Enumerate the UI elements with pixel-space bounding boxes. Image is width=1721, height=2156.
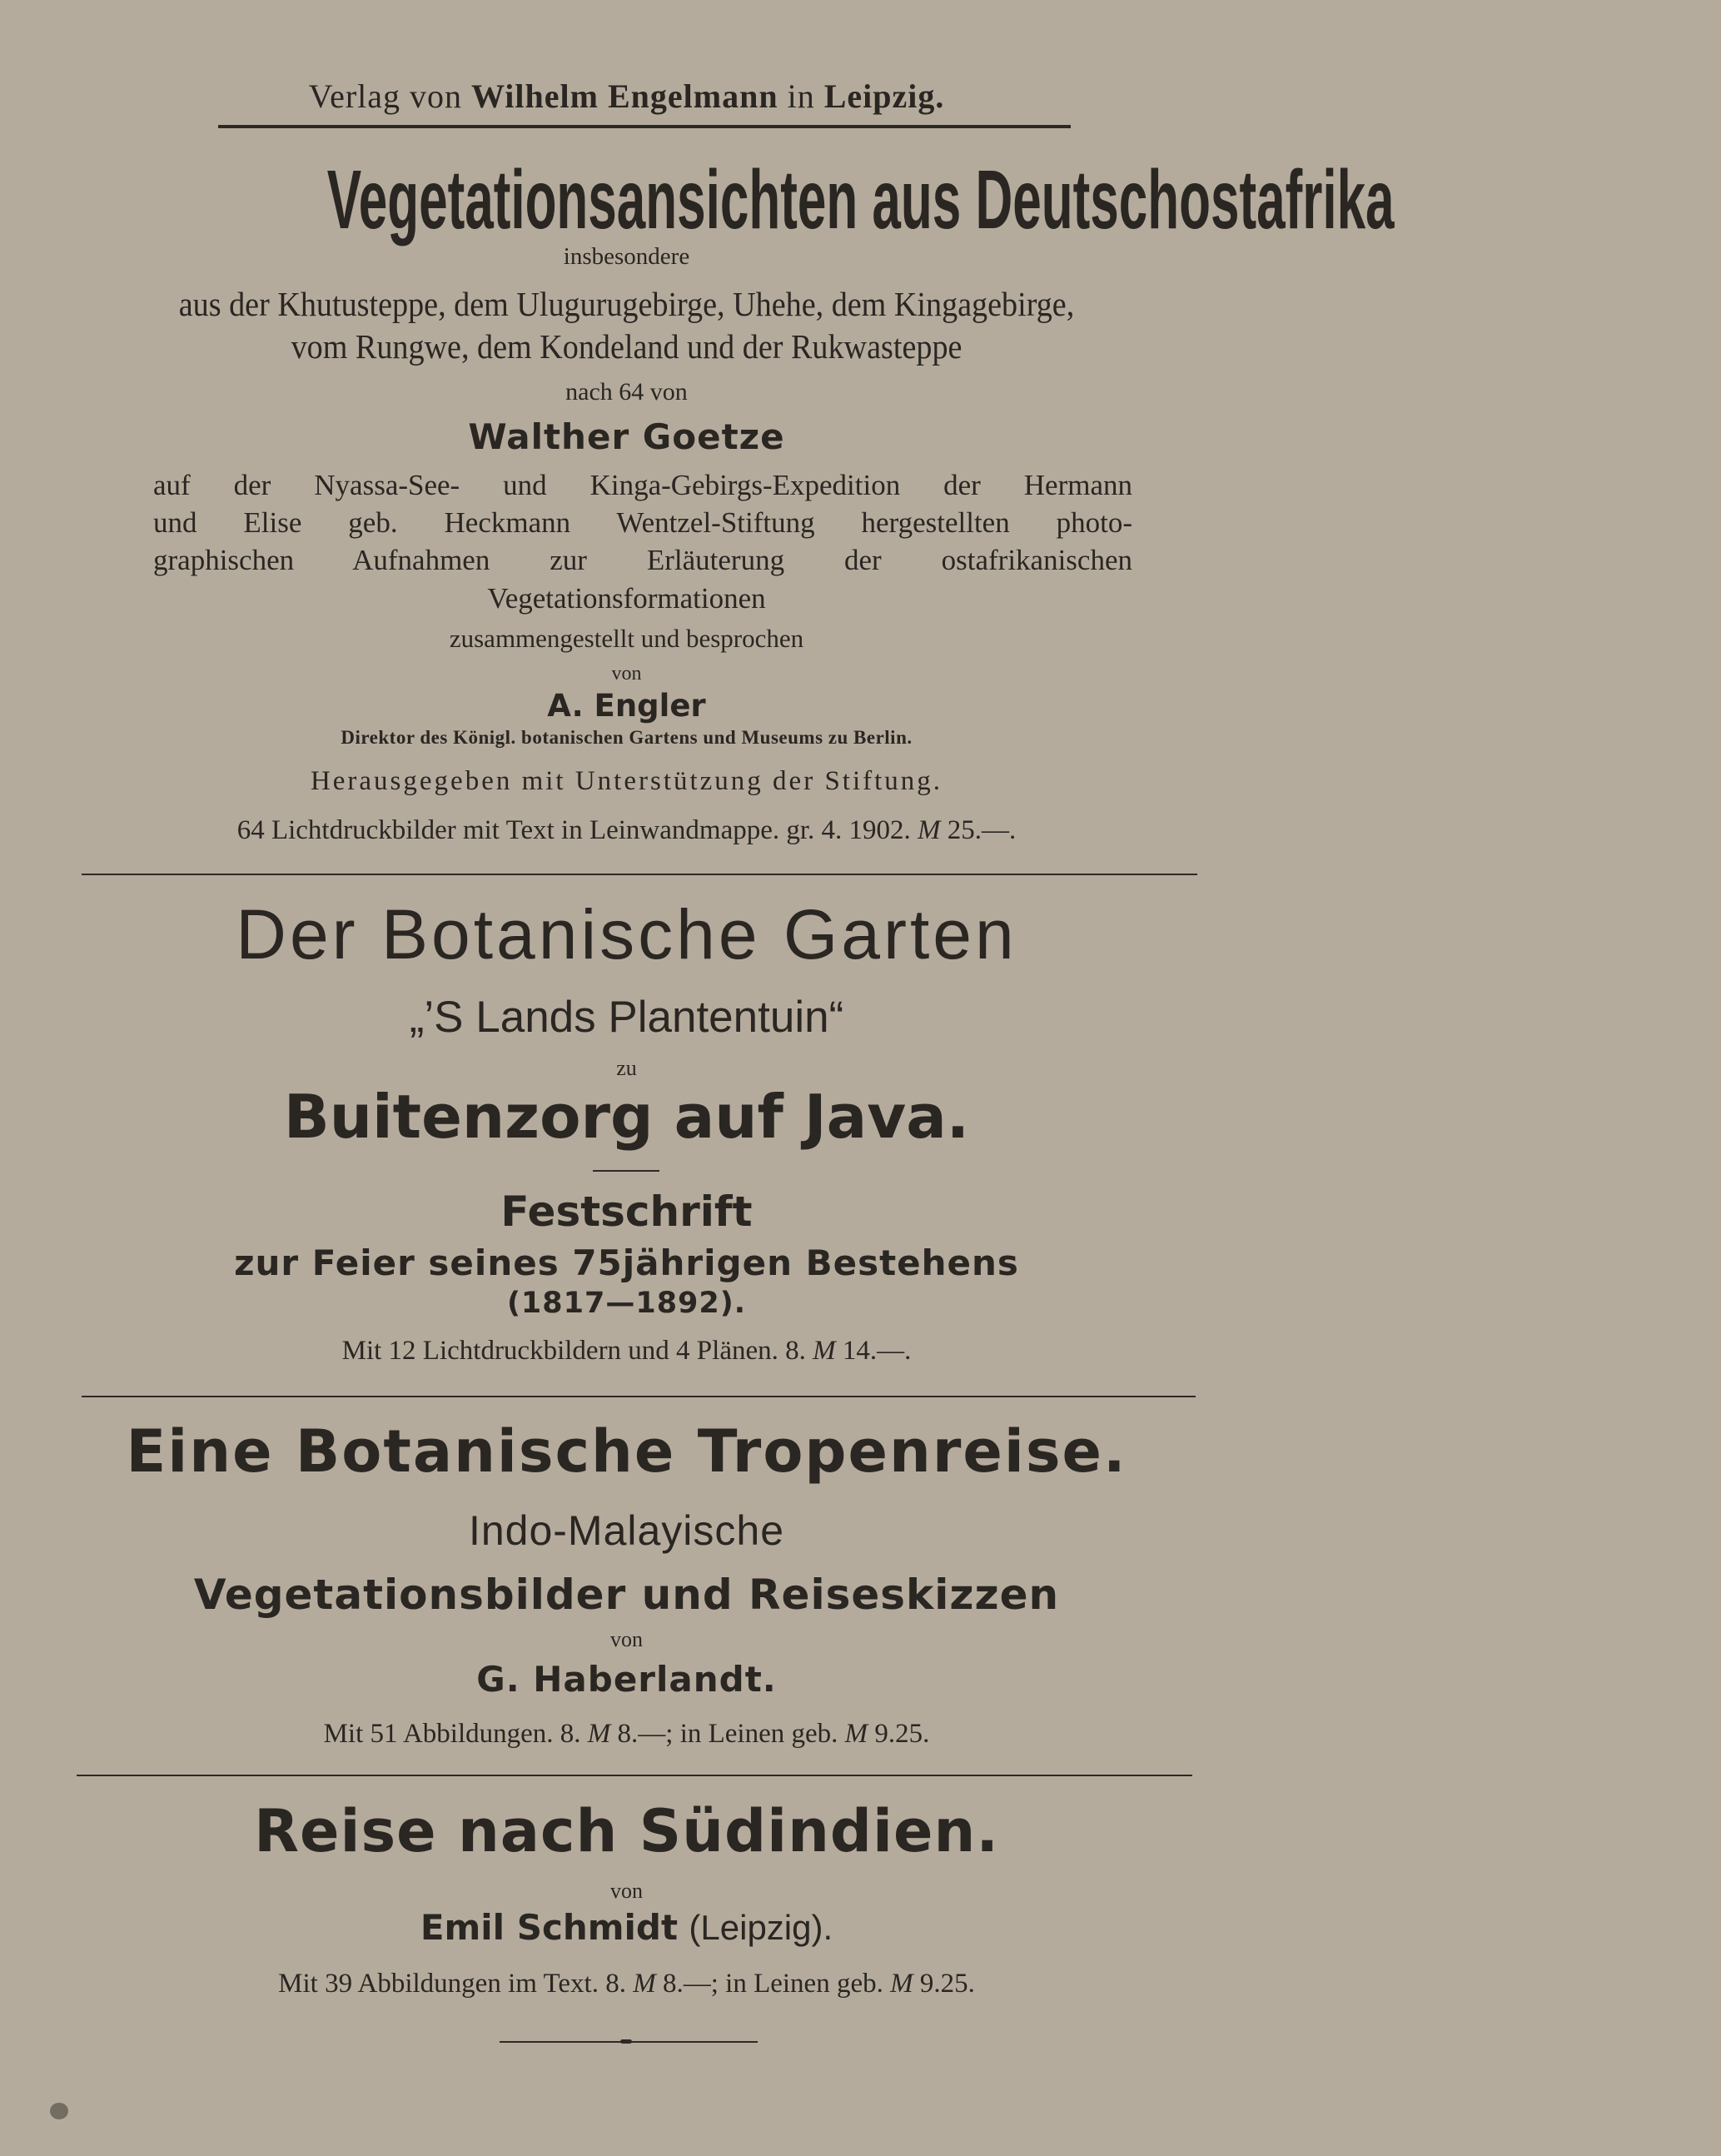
end-rule-dot [620,2039,632,2044]
ad2-zu: zu [616,1056,637,1080]
ad1-title: Vegetationsansichten aus Deutschostafrika [326,153,1395,246]
ad2-subtitle: „’S Lands Plantentuin“ [409,993,844,1042]
paper-spot [50,2103,68,2119]
ad2-price-line [0,1337,1253,1365]
ad4-price-b: 9.25. [919,1969,975,1999]
ad1-desc-1: auf der Nyassa-See- und Kinga-Gebirgs-Expedition der Hermann [153,469,1132,501]
ad1-editor: A. Engler [547,688,706,724]
divider-3 [77,1775,1192,1776]
ad2-festschrift: Festschrift [500,1188,753,1236]
ad3-price-b: 9.25. [874,1719,930,1749]
ad4-author: Emil Schmidt [420,1907,679,1948]
publisher-mid: in [787,77,815,115]
ad1-desc-3: graphischen Aufnahmen zur Erläuterung der ostafrikanischen [153,544,1132,576]
ad3-von: von [610,1627,643,1651]
currency-mark: M [633,1969,656,1999]
ad2-years: (1817—1892). [506,1287,747,1320]
ad1-compiled: zusammengestellt und besprochen [449,624,804,653]
ad3-author: G. Haberlandt. [476,1659,777,1700]
ad1-author: Walther Goetze [468,416,785,457]
publisher-place: Leipzig. [823,77,945,115]
ad1-nach: nach 64 von [565,378,688,406]
ad1-desc-4: Vegetationsformationen [487,582,766,615]
ad1-price-line [0,817,1253,844]
publisher-name: Wilhelm Engelmann [471,77,778,115]
ad1-editor-title: Direktor des Königl. botanischen Gartens und Museums zu Berlin. [341,727,913,748]
ad4-price-line [0,1970,1253,1998]
ad2-price: 14.—. [842,1336,912,1366]
currency-mark: M [890,1969,913,1999]
divider-2 [82,1396,1196,1397]
ad1-insbesondere: insbesondere [563,243,690,270]
ad1-price: 25.—. [947,815,1017,845]
ad1-places-line-2: vom Rungwe, dem Kondeland und der Rukwasteppe [291,327,962,366]
ad3-subtitle: Indo-Malayische [468,1507,785,1554]
ad2-place: Buitenzorg auf Java. [283,1082,970,1152]
ad3-price-line [0,1720,1253,1748]
ad1-places-line-1: aus der Khutusteppe, dem Ulugurugebirge, Uhehe, dem Kingagebirge, [178,285,1075,323]
ad3-price-text: Mit 51 Abbildungen. 8. [323,1719,581,1749]
currency-mark: M [813,1336,836,1366]
ad4-price-text: Mit 39 Abbildungen im Text. 8. [278,1969,626,1999]
ad4-von: von [610,1879,643,1903]
ad1-von: von [611,663,642,685]
ad4-author-place: (Leipzig). [689,1908,833,1947]
currency-mark: M [587,1719,611,1749]
ad2-price-text: Mit 12 Lichtdruckbildern und 4 Plänen. 8. [341,1336,806,1366]
ad3-price-a: 8.—; in Leinen geb. [617,1719,838,1749]
ad2-title: Der Botanische Garten [236,895,1017,973]
ad2-short-rule [593,1170,659,1172]
ad4-author-line [0,1907,1253,1948]
publisher-line [0,77,1253,115]
ad1-price-text: 64 Lichtdruckbilder mit Text in Leinwandmappe. gr. 4. 1902. [236,815,911,845]
header-rule [218,125,1071,128]
publisher-prefix: Verlag von [308,77,463,115]
ad3-subtitle-2: Vegetationsbilder und Reiseskizzen [193,1571,1060,1619]
divider-1 [82,874,1197,875]
ad4-title: Reise nach Südindien. [254,1797,999,1865]
ad2-occasion: zur Feier seines 75jährigen Bestehens [234,1242,1019,1283]
ad4-price-a: 8.—; in Leinen geb. [662,1969,883,1999]
currency-mark: M [918,815,941,845]
ad1-support: Herausgegeben mit Unterstützung der Stiftung. [310,766,943,796]
ad3-title: Eine Botanische Tropenreise. [126,1417,1127,1486]
currency-mark: M [844,1719,868,1749]
ad1-desc-2: und Elise geb. Heckmann Wentzel-Stiftung hergestellten photo- [153,506,1132,539]
